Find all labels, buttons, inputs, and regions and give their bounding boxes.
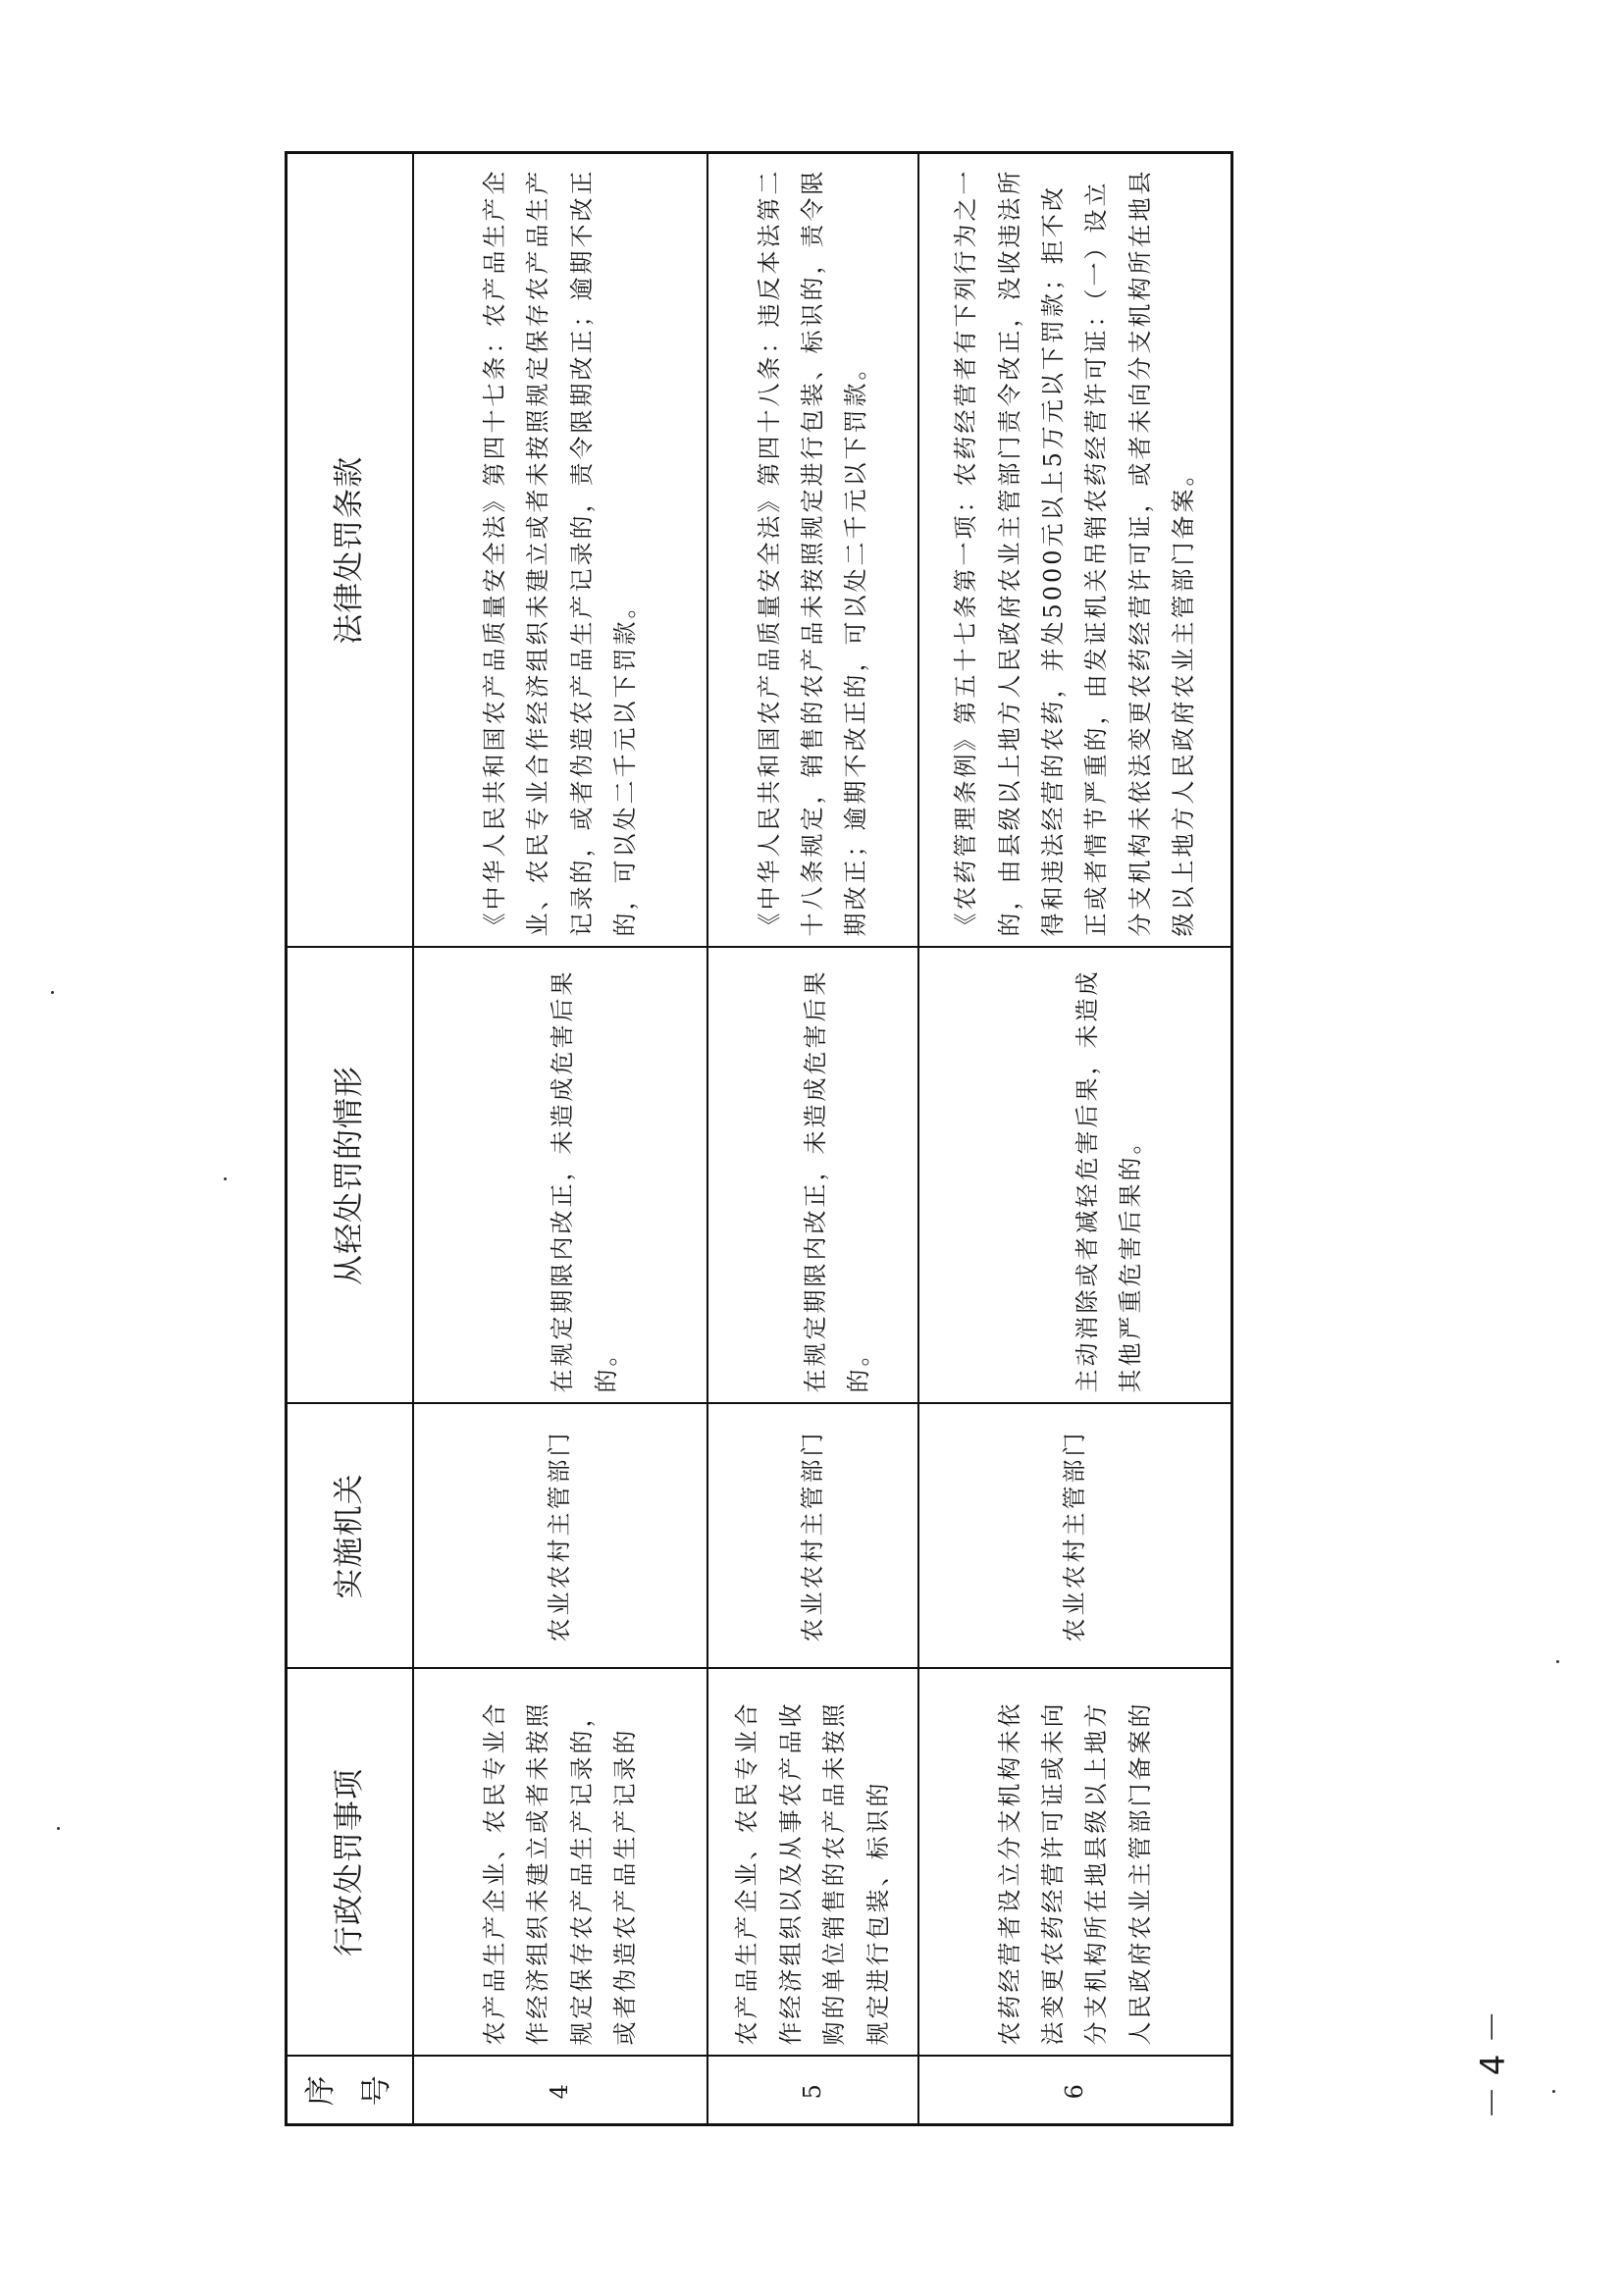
header-agency: 实施机关: [287, 1404, 413, 1669]
scan-speck: [1556, 1660, 1559, 1663]
table-row: [707, 153, 918, 2125]
scan-speck: [57, 1827, 60, 1830]
row-item: 农产品生产企业、农民专业合作经济组织以及从事农产品收购的单位销售的农产品未按照规定进行包装、标识的: [707, 1669, 918, 2057]
header-circumstance: 从轻处罚的情形: [287, 948, 413, 1404]
row-num: 6: [918, 2057, 1232, 2125]
row-circumstance: [918, 948, 1232, 1404]
row-item: 农药经营者设立分支机构未依法变更农药经营许可证或未向分支机构所在地县级以上地方人民政府农业主管部门备案的: [918, 1669, 1232, 2057]
row-num: 5: [707, 2057, 918, 2125]
page-number: [1415, 2009, 1572, 2119]
row-law: 《中华人民共和国农产品质量安全法》第四十八条：违反本法第二十八条规定，销售的农产品未按照规定进行包装、标识的，责令限期改正；逾期不改正的，可以处二千元以下罚款。: [707, 153, 918, 948]
rotated-page: [285, 154, 1198, 2126]
scan-speck: [51, 991, 54, 994]
row-agency: 农业农村主管部门: [707, 1404, 918, 1669]
row-circumstance: [707, 948, 918, 1404]
row-law: 《中华人民共和国农产品质量安全法》第四十七条：农产品生产企业、农民专业合作经济组织未建立或者未按照规定保存农产品生产记录的，或者伪造农产品生产记录的，责令限期改正；逾期不改正的，可以处二千元以下罚款。: [413, 153, 707, 948]
row-circumstance: [413, 948, 707, 1404]
row-circumstance-text: 在规定期限内改正，未造成危害后果的。: [801, 968, 873, 1393]
row-item: 农产品生产企业、农民专业合作经济组织未建立或者未按照规定保存农产品生产记录的，或者伪造农产品生产记录的: [413, 1669, 707, 2057]
row-agency: 农业农村主管部门: [413, 1404, 707, 1669]
header-item: 行政处罚事项: [287, 1669, 413, 2057]
page-number-text: － 4 －: [1474, 2009, 1513, 2119]
row-agency: 农业农村主管部门: [918, 1404, 1232, 1669]
table-row: [413, 153, 707, 2125]
penalty-table: [285, 151, 1233, 2126]
header-law: 法律处罚条款: [287, 153, 413, 948]
header-row: [287, 153, 413, 2125]
row-circumstance-text: 主动消除或者减轻危害后果，未造成其他严重危害后果的。: [1073, 968, 1145, 1393]
header-num: 序号: [287, 2057, 413, 2125]
row-num: 4: [413, 2057, 707, 2125]
row-circumstance-text: 在规定期限内改正，未造成危害后果的。: [549, 968, 620, 1393]
scan-speck: [224, 1177, 227, 1180]
row-law: 《农药管理条例》第五十七条第一项：农药经营者有下列行为之一的，由县级以上地方人民政府农业主管部门责令改正，没收违法所得和违法经营的农药，并处5000元以上5万元以下罚款；拒不改正或者情节严重的，由发证机关吊销农药经营许可证：（一）设立分支机构未依法变更农药经营许可证，或者未向分支机构所在地县级以上地方人民政府农业主管部门备案。: [918, 153, 1232, 948]
table-row: [918, 153, 1232, 2125]
scan-speck: [1552, 2090, 1555, 2093]
